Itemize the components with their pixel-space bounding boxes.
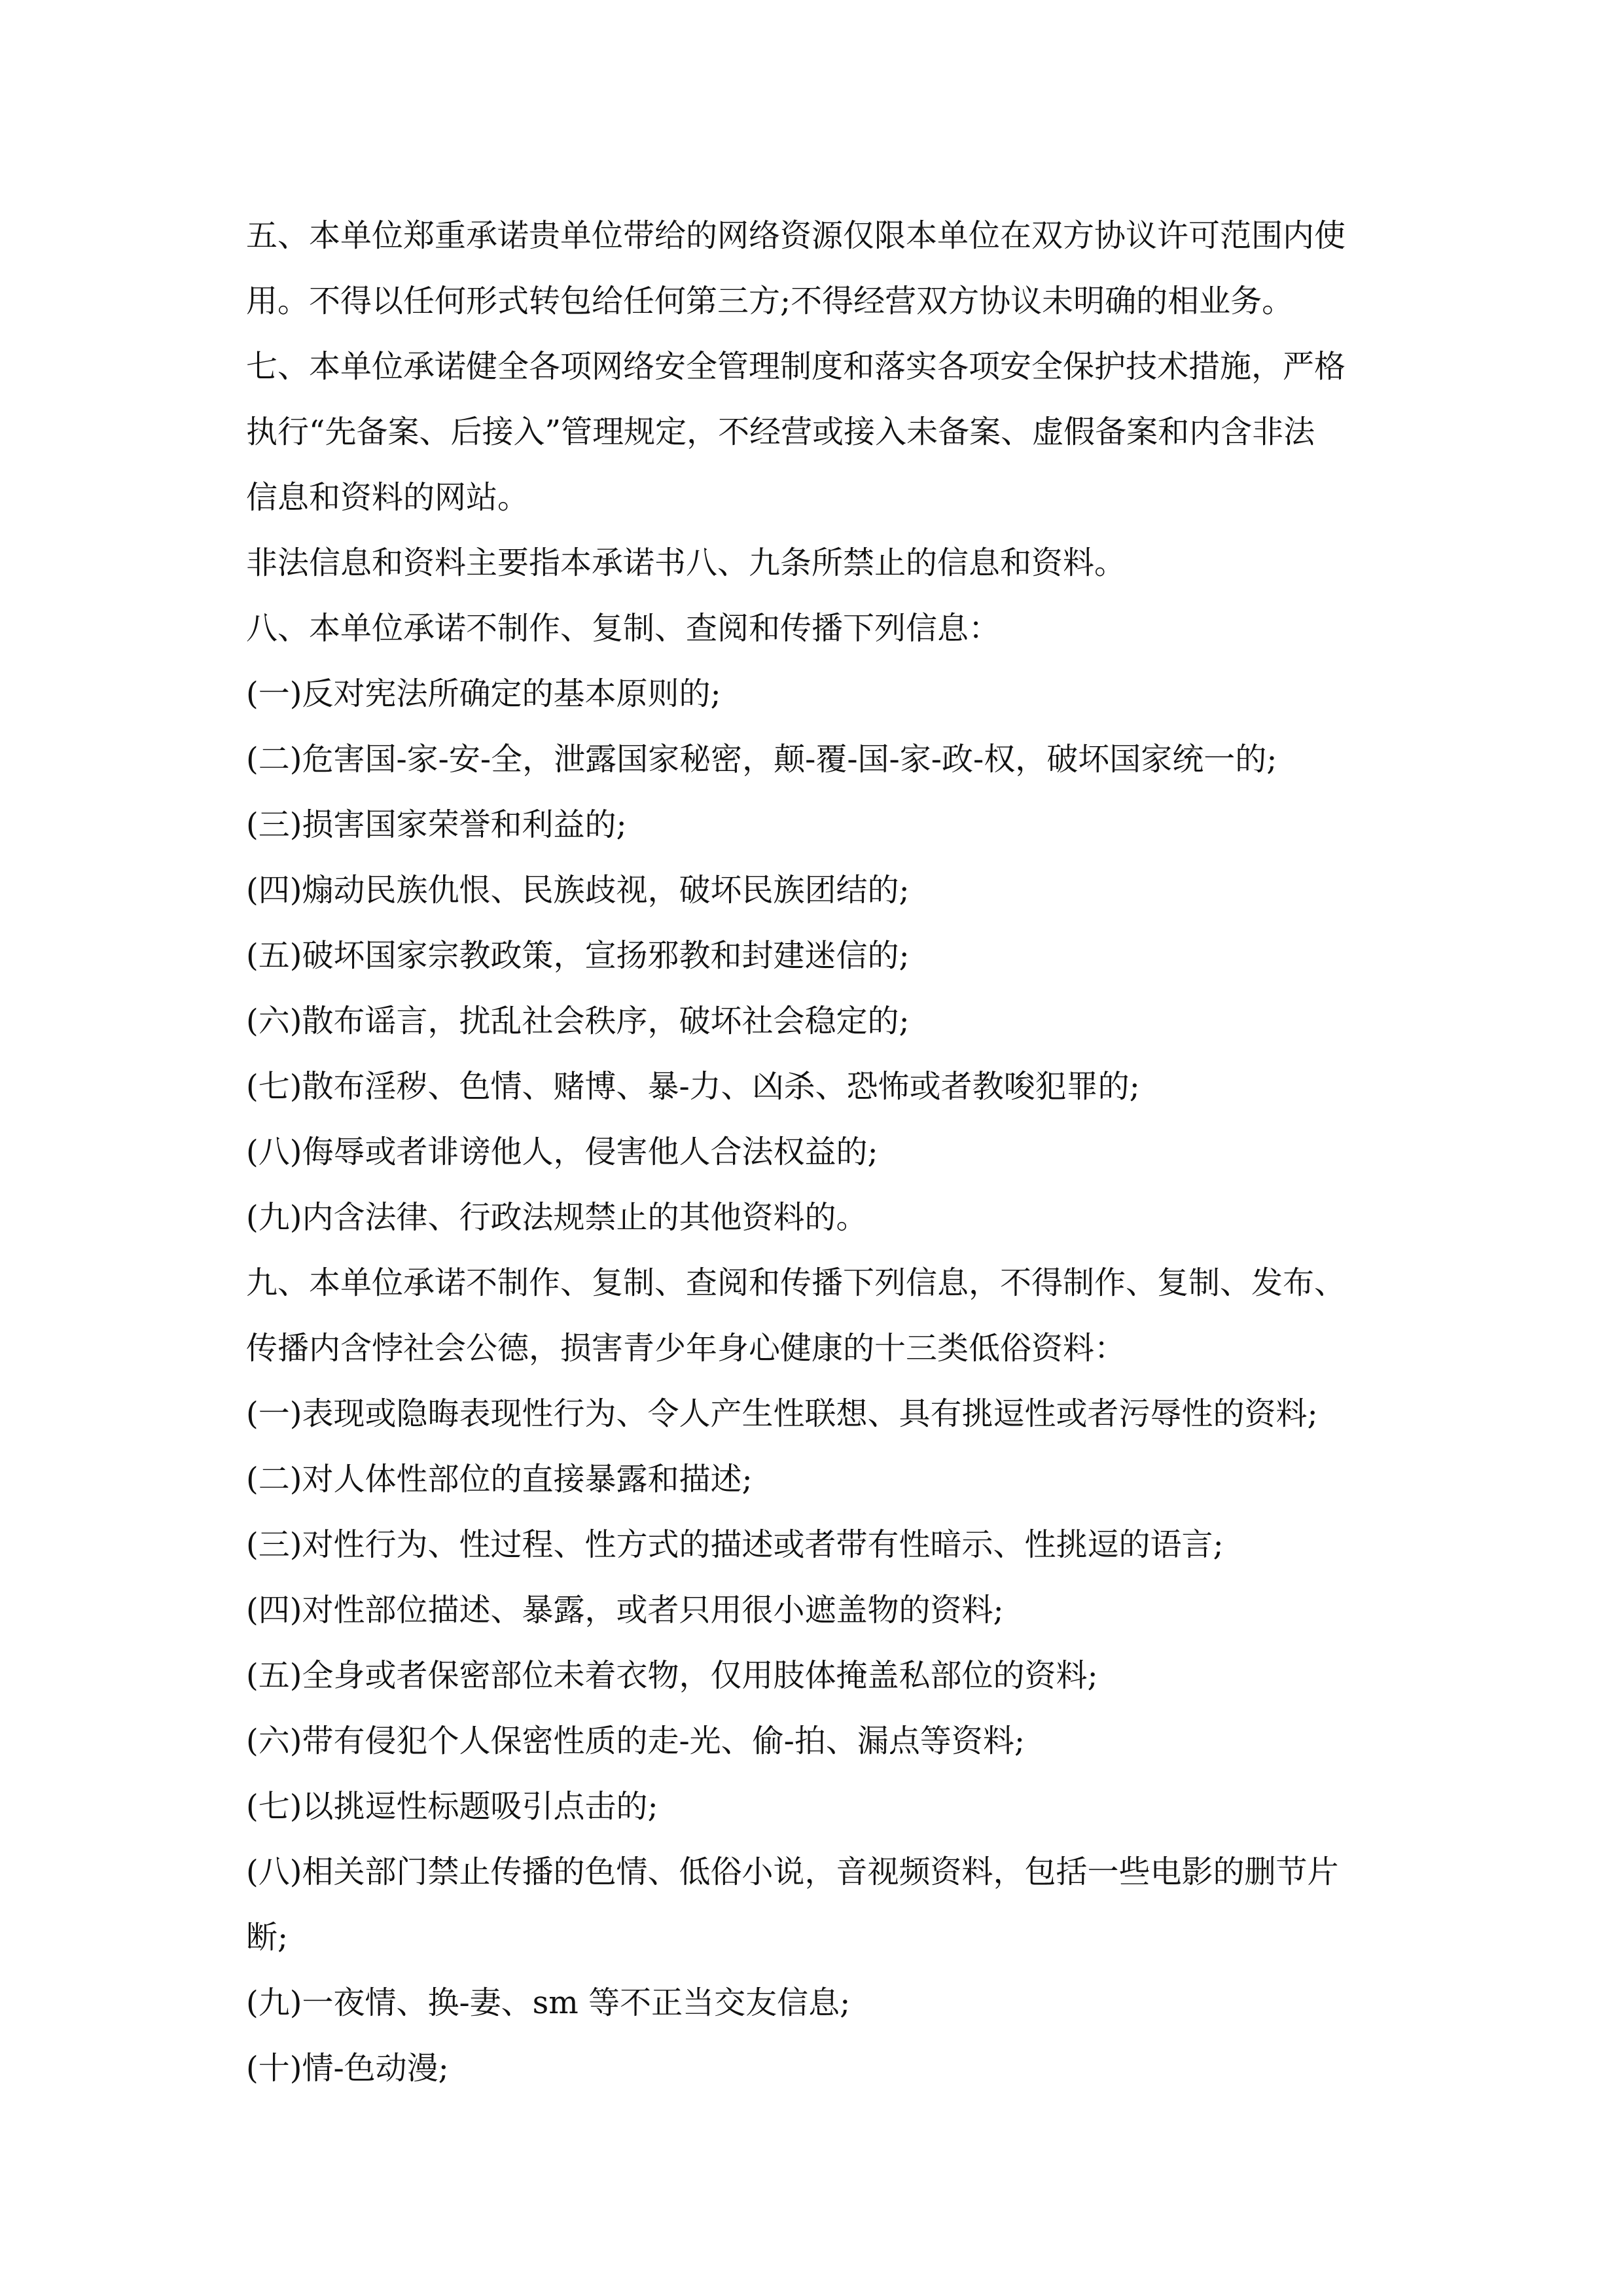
text-line: 断;: [246, 1919, 289, 1956]
text-line: (三)对性行为、性过程、性方式的描述或者带有性暗示、性挑逗的语言;: [246, 1526, 1224, 1563]
text-line: 用。不得以任何形式转包给任何第三方;不得经营双方协议未明确的相业务。: [246, 283, 1294, 319]
text-line: 五、本单位郑重承诺贵单位带给的网络资源仅限本单位在双方协议许可范围内使: [246, 217, 1346, 254]
text-line: (七)散布淫秽、色情、赌博、暴-力、凶杀、恐怖或者教唆犯罪的;: [246, 1068, 1140, 1105]
text-line: (八)侮辱或者诽谤他人，侵害他人合法权益的;: [246, 1134, 878, 1170]
text-line: (五)破坏国家宗教政策，宣扬邪教和封建迷信的;: [246, 937, 910, 974]
text-line: (四)煽动民族仇恨、民族歧视，破坏民族团结的;: [246, 872, 910, 908]
text-line: 传播内含悖社会公德，损害青少年身心健康的十三类低俗资料：: [246, 1330, 1126, 1367]
text-line: 八、本单位承诺不制作、复制、查阅和传播下列信息：: [246, 610, 1001, 647]
text-line: (二)对人体性部位的直接暴露和描述;: [246, 1461, 753, 1498]
text-line: (七)以挑逗性标题吸引点击的;: [246, 1788, 658, 1825]
text-line: (四)对性部位描述、暴露，或者只用很小遮盖物的资料;: [246, 1592, 1004, 1628]
text-line: (十)情-色动漫;: [246, 2050, 449, 2087]
text-line: (一)反对宪法所确定的基本原则的;: [246, 675, 721, 712]
text-line: (九)内含法律、行政法规禁止的其他资料的。: [246, 1199, 868, 1236]
text-line: (九)一夜情、换-妻、sm 等不正当交友信息;: [246, 1984, 851, 2021]
text-line: 七、本单位承诺健全各项网络安全管理制度和落实各项安全保护技术措施，严格: [246, 348, 1346, 385]
text-line: (八)相关部门禁止传播的色情、低俗小说，音视频资料，包括一些电影的删节片: [246, 1854, 1339, 1890]
document-body: [246, 203, 1411, 2101]
text-line: 信息和资料的网站。: [246, 479, 529, 516]
text-line: 非法信息和资料主要指本承诺书八、九条所禁止的信息和资料。: [246, 545, 1126, 581]
text-line: 执行“先备案、后接入”管理规定，不经营或接入未备案、虚假备案和内含非法: [246, 414, 1315, 450]
text-line: (六)散布谣言，扰乱社会秩序，破坏社会稳定的;: [246, 1003, 910, 1039]
text-line: (二)危害国-家-安-全，泄露国家秘密，颠-覆-国-家-政-权，破坏国家统一的;: [246, 741, 1277, 778]
text-line: (三)损害国家荣誉和利益的;: [246, 806, 627, 843]
text-line: (五)全身或者保密部位未着衣物，仅用肢体掩盖私部位的资料;: [246, 1657, 1098, 1694]
text-line: (一)表现或隐晦表现性行为、令人产生性联想、具有挑逗性或者污辱性的资料;: [246, 1395, 1318, 1432]
text-line: 九、本单位承诺不制作、复制、查阅和传播下列信息，不得制作、复制、发布、: [246, 1265, 1346, 1301]
text-line: (六)带有侵犯个人保密性质的走-光、偷-拍、漏点等资料;: [246, 1723, 1026, 1759]
